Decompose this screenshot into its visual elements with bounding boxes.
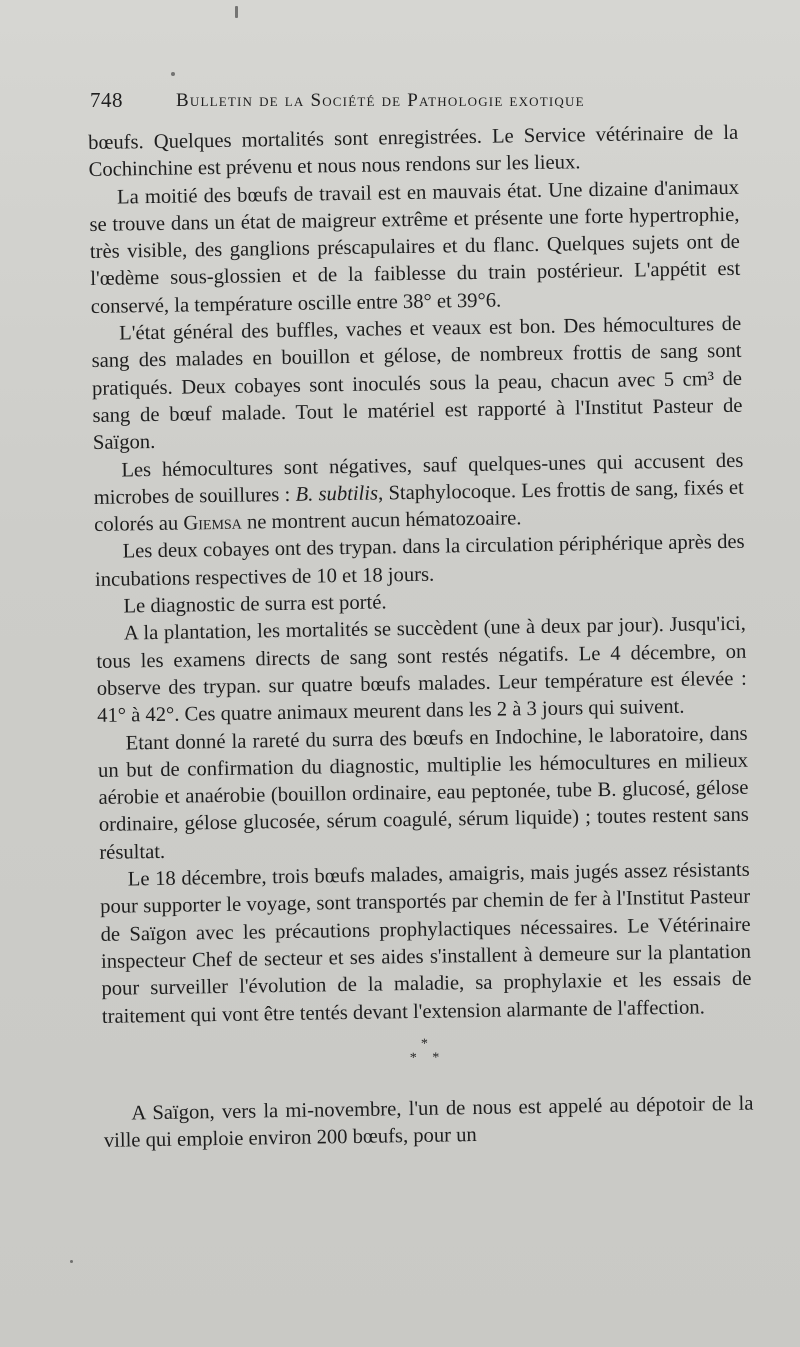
running-title: Bulletin de la Société de Pathologie exotique (176, 90, 585, 111)
paragraph: Le 18 décembre, trois bœufs malades, amaigris, mais jugés assez résistants pour supporter le voyage, sont transportés par chemin de fer à l'Institut Pasteur de Saïgon avec les précautions prophylactiques nécessaires. Le Vétérinaire inspecteur Chef de secteur et ses aides s'installent à demeure sur la plantation pour surveiller l'évolution de la maladie, sa prophylaxie et les essais de traitement qui vont être tentés devant l'extension alarmante de l'affection. (100, 858, 752, 1028)
body-text (88, 120, 754, 1155)
page-header (90, 88, 740, 118)
paper-speck (235, 6, 238, 18)
stain-name: Giemsa (183, 511, 243, 535)
paper-speck (70, 1260, 73, 1263)
paragraph: A la plantation, les mortalités se succèdent (une à deux par jour). Jusqu'ici, tous les examens directs de sang sont restés négatifs. Le 4 décembre, on observe des trypan. sur quatre bœufs malades. Leur température est élevée : 41° à 42°. Ces quatre animaux meurent dans les 2 à 3 jours qui suivent. (96, 613, 747, 728)
paragraph: A Saïgon, vers la mi-novembre, l'un de nous est appelé au dépotoir de la ville qui emploie environ 200 bœufs, pour un (103, 1092, 754, 1152)
text-run: , Staphylocoque. Les frottis de sang, fixés et colorés au (94, 476, 744, 537)
paragraph: L'état général des buffles, vaches et veaux est bon. Des hémocultures de sang des malades en bouillon et gélose, de nombreux frottis de sang sont pratiqués. Deux cobayes sont inoculés sous la peau, chacun avec 5 cm³ de sang de bœuf malade. Tout le matériel est rapporté à l'Institut Pasteur de Saïgon. (91, 312, 743, 455)
text-run: ne montrent aucun hématozoaire. (241, 507, 522, 534)
paper-speck (171, 72, 175, 76)
page-number: 748 (90, 88, 123, 112)
paragraph (93, 447, 744, 539)
paragraph: bœufs. Quelques mortalités sont enregistrées. Le Service vétérinaire de la Cochinchine est prévenu et nous nous rendons sur les lieux. (88, 121, 739, 182)
paragraph: Etant donné la rareté du surra des bœufs en Indochine, le laboratoire, dans un but de confirmation du diagnostic, multiplie les hémocultures en milieux aérobie et anaérobie (bouillon ordinaire, eau peptonée, tube B. glucosé, gélose ordinaire, gélose glucosée, sérum coagulé, sérum liquide) ; toutes restent sans résultat. (97, 722, 750, 864)
text-run: Les hémocultures sont négatives, sauf quelques-unes qui accusent des microbes de souillures : (93, 449, 744, 509)
species-name: B. subtilis (295, 482, 379, 506)
section-separator: * * * (409, 1036, 446, 1066)
paragraph: Les deux cobayes ont des trypan. dans la circulation périphérique après des incubations respectives de 10 et 18 jours. (94, 531, 745, 591)
paragraph: Le diagnostic de surra est porté. (123, 591, 387, 618)
paragraph: La moitié des bœufs de travail est en mauvais état. Une dizaine d'animaux se trouve dans un état de maigreur extrême et présente une forte hypertrophie, très visible, des ganglions préscapulaires et du flanc. Quelques sujets ont de l'œdème sous-glossien et de la faiblesse du train postérieur. L'appétit est conservé, la température oscille entre 38° et 39°6. (89, 176, 741, 318)
